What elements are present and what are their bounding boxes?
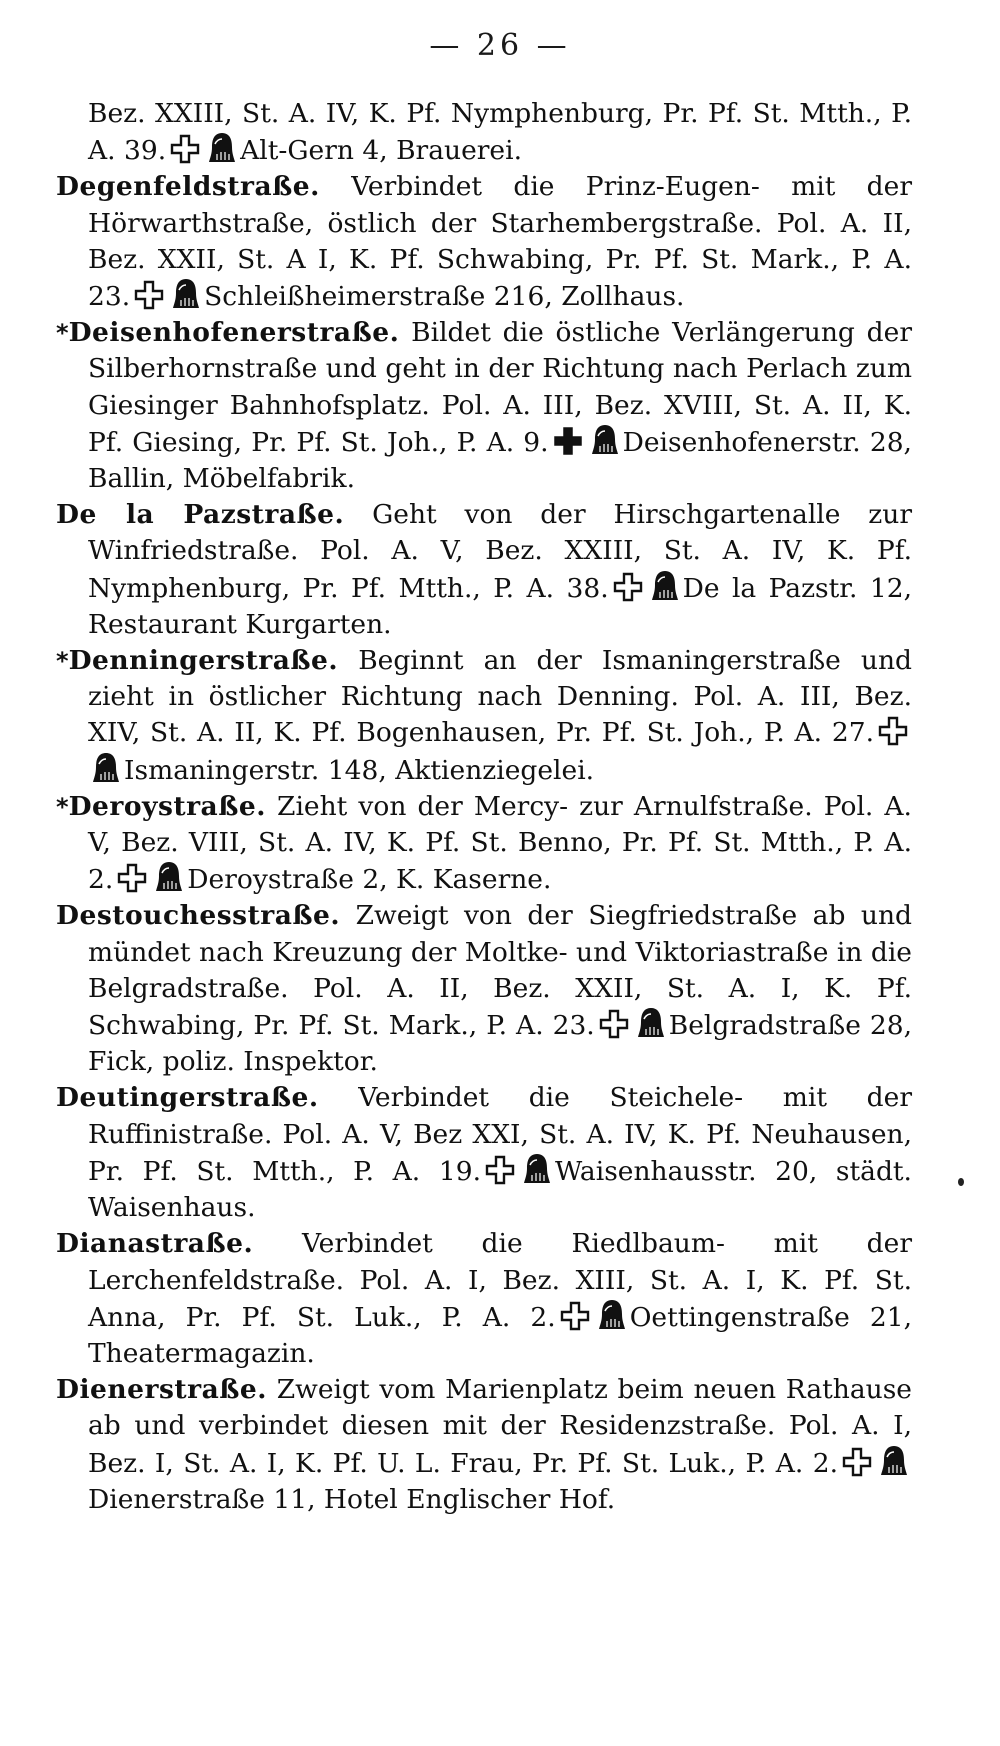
fire-alarm-bell-icon (598, 1299, 626, 1331)
entry-description: Verbindet die Steichele- mit der Ruffinistraße. Pol. A. V, Bez XXI, St. A. IV, K. Pf. Neuhausen, Pr. Pf. St. Mtth., P. A. 19. (88, 1082, 912, 1187)
directory-entry (56, 315, 912, 497)
outline-cross-icon (485, 1155, 515, 1185)
outline-cross-icon (599, 1009, 629, 1039)
asterisk-marker: * (56, 647, 69, 676)
street-name: Deroystraße. (68, 790, 266, 822)
entry-description: Zweigt von der Siegfriedstraße ab und mündet nach Kreuzung der Moltke- und Viktoriastraße in die Belgradstraße. Pol. A. II, Bez. XXII, St. A. I, K. Pf. Schwabing, Pr. Pf. St. Mark., P. A. 23. (88, 900, 912, 1042)
entry-description: Geht von der Hirschgartenalle zur Winfriedstraße. Pol. A. V, Bez. XXIII, St. A. IV, K. Pf. Nymphenburg, Pr. Pf. Mtth., P. A. 38. (88, 499, 912, 604)
alarm-address: De la Pazstr. 12, Restaurant Kurgarten. (88, 572, 912, 640)
fire-alarm-bell-icon (523, 1153, 551, 1185)
alarm-address: Deisenhofenerstr. 28, Ballin, Möbelfabrik. (88, 426, 912, 495)
alarm-address: Schleißheimerstraße 216, Zollhaus. (204, 281, 685, 313)
solid-cross-icon (553, 426, 583, 456)
entry-description: Beginnt an der Ismaningerstraße und zieht in östlicher Richtung nach Denning. Pol. A. III, Bez. XIV, St. A. II, K. Pf. Bogenhausen, Pr. Pf. St. Joh., P. A. 27. (88, 645, 912, 749)
fire-alarm-bell-icon (155, 861, 183, 893)
alarm-address: Ismaningerstr. 148, Aktienziegelei. (124, 754, 595, 786)
directory-entry (56, 898, 912, 1080)
directory-entry (56, 96, 912, 169)
speck-mark (958, 1178, 964, 1186)
alarm-address: Waisenhausstr. 20, städt. Waisenhaus. (88, 1155, 912, 1224)
outline-cross-icon (170, 134, 200, 164)
directory-entry (56, 169, 912, 315)
outline-cross-icon (117, 863, 147, 893)
fire-alarm-bell-icon (92, 752, 120, 784)
street-name: Deisenhofenerstraße. (68, 317, 400, 349)
street-name: Deutingerstraße. (56, 1082, 319, 1114)
outline-cross-icon (134, 280, 164, 310)
asterisk-marker: * (56, 792, 69, 821)
alarm-address: Alt-Gern 4, Brauerei. (240, 135, 523, 167)
outline-cross-icon (842, 1447, 872, 1477)
entry-description: Verbindet die Riedlbaum- mit der Lerchenfeldstraße. Pol. A. I, Bez. XIII, St. A. I, K. Pf. St. Anna, Pr. Pf. St. Luk., P. A. 2. (88, 1228, 912, 1333)
alarm-address: Dienerstraße 11, Hotel Englischer Hof. (88, 1483, 616, 1515)
outline-cross-icon (613, 572, 643, 602)
directory-entry (56, 1226, 912, 1372)
directory-entry (56, 789, 912, 899)
fire-alarm-bell-icon (208, 132, 236, 164)
outline-cross-icon (878, 716, 908, 746)
directory-entry (56, 1080, 912, 1226)
fire-alarm-bell-icon (591, 424, 619, 456)
entry-description: Verbindet die Prinz-Eugen- mit der Hörwarthstraße, östlich der Starhembergstraße. Pol. A. II, Bez. XXII, St. A I, K. Pf. Schwabing, Pr. Pf. St. Mark., P. A. 23. (88, 171, 912, 313)
street-name: De la Pazstraße. (56, 499, 345, 531)
street-name: Degenfeldstraße. (56, 171, 320, 203)
entry-description: Bildet die östliche Verlängerung der Silberhornstraße und geht in der Richtung nach Perlach zum Giesinger Bahnhofsplatz. Pol. A. III, Bez. XVIII, St. A. II, K. Pf. Giesing, Pr. Pf. St. Joh., P. A. 9. (88, 317, 912, 458)
fire-alarm-bell-icon (651, 570, 679, 602)
street-name: Dienerstraße. (56, 1374, 268, 1406)
alarm-address: Deroystraße 2, K. Kaserne. (187, 864, 552, 896)
fire-alarm-bell-icon (880, 1445, 908, 1477)
asterisk-marker: * (56, 319, 69, 348)
directory-entry (56, 643, 912, 789)
directory-entry (56, 1372, 912, 1518)
outline-cross-icon (560, 1301, 590, 1331)
directory-entry (56, 497, 912, 643)
fire-alarm-bell-icon (637, 1007, 665, 1039)
street-name: Destouchesstraße. (56, 900, 341, 932)
alarm-address: Belgradstraße 28, Fick, poliz. Inspektor. (88, 1010, 912, 1078)
entry-description: Bez. XXIII, St. A. IV, K. Pf. Nymphenburg, Pr. Pf. St. Mtth., P. A. 39. (88, 98, 912, 167)
entry-description: Zieht von der Mercy- zur Arnulfstraße. Pol. A. V, Bez. VIII, St. A. IV, K. Pf. St. Benno, Pr. Pf. St. Mtth., P. A. 2. (88, 790, 912, 896)
page-number: — 26 — (429, 28, 571, 63)
entry-description: Zweigt vom Marienplatz beim neuen Rathause ab und verbindet diesen mit der Residenzstraße. Pol. A. I, Bez. I, St. A. I, K. Pf. U. L. Frau, Pr. Pf. St. Luk., P. A. 2. (88, 1374, 912, 1479)
street-name: Dianastraße. (56, 1228, 254, 1260)
street-directory-entries (56, 96, 912, 1518)
fire-alarm-bell-icon (172, 278, 200, 310)
alarm-address: Oettingenstraße 21, Theatermagazin. (88, 1301, 912, 1369)
street-name: Denningerstraße. (68, 645, 339, 677)
